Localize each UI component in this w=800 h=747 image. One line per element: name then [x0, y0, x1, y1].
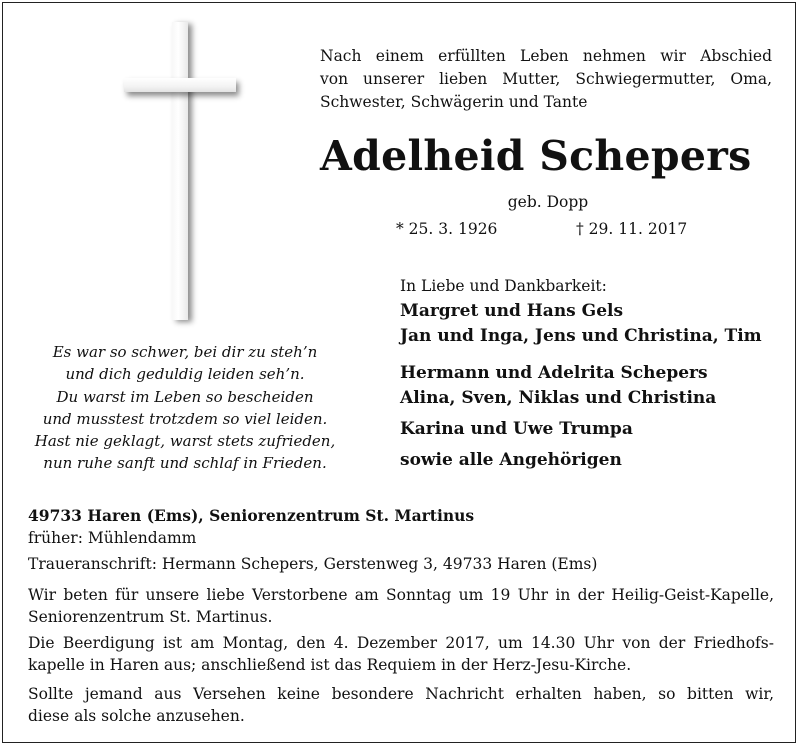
address-previous: früher: Mühlendamm: [28, 529, 197, 547]
death-date: † 29. 11. 2017: [576, 220, 688, 238]
poem-line: Es war so schwer, bei dir zu steh’n: [52, 343, 318, 361]
notice-block: [28, 683, 774, 727]
cross-icon: [120, 22, 240, 322]
poem: [20, 341, 350, 475]
address-block: [28, 505, 774, 549]
poem-line: Hast nie geklagt, warst stets zufrieden,: [34, 432, 336, 451]
intro-text: [320, 45, 772, 114]
family-line: Jan und Inga, Jens und Christina, Tim: [400, 326, 762, 346]
funeral-line: kapelle in Haren aus; anschließend ist das Requiem in der Herz-Jesu-Kirche.: [28, 656, 632, 674]
poem-line: Du warst im Leben so bescheiden: [56, 387, 314, 406]
prayer-line: Seniorenzentrum St. Martinus.: [28, 608, 273, 626]
funeral-line: Die Beerdigung ist am Montag, den 4. Dezember 2017, um 14.30 Uhr von der Friedhofs-: [28, 634, 774, 652]
birth-name: geb. Dopp: [507, 193, 589, 211]
family-line: Alina, Sven, Niklas und Christina: [400, 388, 717, 408]
trauer-address: Traueranschrift: Hermann Schepers, Gerstenweg 3, 49733 Haren (Ems): [28, 555, 598, 573]
intro-line: Nach einem erfüllten Leben nehmen wir Abschied: [320, 47, 772, 65]
notice-line: diese als solche anzusehen.: [28, 707, 245, 725]
family-line: sowie alle Angehörigen: [400, 450, 622, 470]
poem-line: nun ruhe sanft und schlaf in Frieden.: [43, 454, 327, 473]
notice-line: Sollte jemand aus Versehen keine besondere Nachricht erhalten haben, so bitten wir,: [28, 685, 774, 703]
prayer-block: [28, 584, 774, 628]
family-line: Margret und Hans Gels: [400, 301, 624, 321]
cross-vertical-beam: [172, 22, 188, 320]
poem-line: und musstest trotzdem so viel leiden.: [42, 409, 328, 428]
birth-date: * 25. 3. 1926: [396, 220, 498, 238]
cross-horizontal-beam: [124, 78, 236, 92]
funeral-block: [28, 632, 774, 676]
poem-line: und dich geduldig leiden seh’n.: [65, 365, 305, 384]
intro-line: von unserer lieben Mutter, Schwiegermutter, Oma,: [320, 70, 772, 88]
family-line: Hermann und Adelrita Schepers: [400, 363, 708, 383]
prayer-line: Wir beten für unsere liebe Verstorbene am Sonntag um 19 Uhr in der Heilig-Geist-Kapelle,: [28, 586, 774, 604]
family-line: Karina und Uwe Trumpa: [400, 419, 633, 439]
address-line: 49733 Haren (Ems), Seniorenzentrum St. Martinus: [28, 506, 475, 525]
intro-line: Schwester, Schwägerin und Tante: [320, 93, 588, 111]
deceased-name: Adelheid Schepers: [320, 132, 752, 180]
thanks-heading: In Liebe und Dankbarkeit:: [400, 277, 607, 295]
